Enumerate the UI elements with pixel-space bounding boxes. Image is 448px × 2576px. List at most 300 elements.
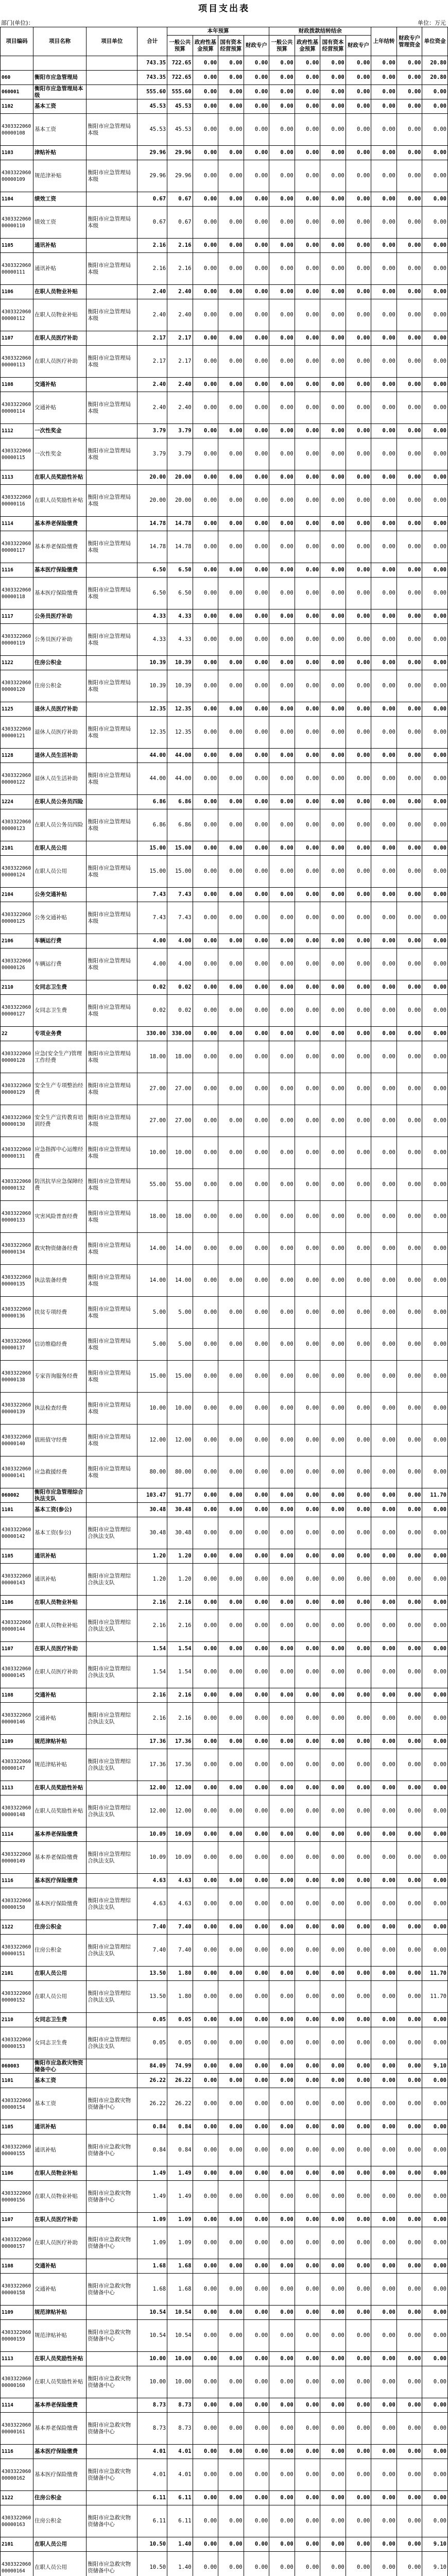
cell-carry-fund: 0.00 <box>295 1642 320 1656</box>
cell-name: 在职人员奖励性补贴 <box>33 485 86 517</box>
cell-unit <box>87 517 137 531</box>
cell-name: 专家咨询服务经费 <box>33 1361 86 1393</box>
cell-general-budget: 1.54 <box>167 1642 193 1656</box>
cell-carry-state: 0.00 <box>320 85 346 99</box>
cell-special-account: 0.00 <box>244 1967 269 1981</box>
cell-unit-fund: 0.00 <box>422 1393 448 1425</box>
cell-general-budget: 45.53 <box>167 99 193 114</box>
table-row <box>1 856 448 888</box>
cell-name: 基本医疗保险缴费 <box>33 1888 86 1920</box>
cell-unit-fund: 0.00 <box>422 485 448 517</box>
cell-carry-general: 0.00 <box>269 656 295 670</box>
cell-unit: 衡阳市应急管理局本级 <box>87 948 137 980</box>
cell-state-capital: 0.00 <box>218 392 244 424</box>
cell-carry-state: 0.00 <box>320 531 346 563</box>
table-row <box>1 1488 448 1503</box>
cell-code: 1116 <box>1 563 33 578</box>
cell-carry-special: 0.00 <box>346 253 371 285</box>
cell-carry-special: 0.00 <box>346 1201 371 1233</box>
cell-total: 1.68 <box>137 2259 167 2274</box>
cell-carry-fund: 0.00 <box>295 2134 320 2166</box>
cell-general-budget: 0.84 <box>167 2134 193 2166</box>
cell-special-fund: 0.00 <box>397 2074 422 2088</box>
cell-code: 430332206000000126 <box>1 948 33 980</box>
cell-total: 6.86 <box>137 795 167 809</box>
cell-total: 44.00 <box>137 763 167 795</box>
cell-special-account: 0.00 <box>244 253 269 285</box>
cell-last-year: 0.00 <box>371 2352 397 2366</box>
cell-unit <box>87 2166 137 2181</box>
cell-state-capital: 0.00 <box>218 1517 244 1549</box>
cell-state-capital: 0.00 <box>218 1703 244 1735</box>
cell-name: 住房公积金 <box>33 656 86 670</box>
cell-carry-fund: 0.00 <box>295 1169 320 1201</box>
cell-name: 基本工资 <box>33 2074 86 2088</box>
cell-special-fund: 0.00 <box>397 2320 422 2352</box>
table-header <box>1 27 448 56</box>
cell-last-year: 0.00 <box>371 1517 397 1549</box>
cell-code: 430332206000000129 <box>1 1073 33 1105</box>
cell-special-account: 0.00 <box>244 1169 269 1201</box>
cell-unit-fund: 0.00 <box>422 392 448 424</box>
cell-fund-budget: 0.00 <box>193 1233 218 1265</box>
table-row <box>1 1981 448 2013</box>
cell-general-budget: 45.53 <box>167 114 193 146</box>
cell-code: 1113 <box>1 470 33 485</box>
cell-carry-state: 0.00 <box>320 1564 346 1596</box>
cell-total: 6.11 <box>137 2505 167 2537</box>
cell-carry-fund: 0.00 <box>295 424 320 438</box>
cell-carry-fund: 0.00 <box>295 2366 320 2398</box>
cell-general-budget: 15.00 <box>167 1361 193 1393</box>
cell-carry-special: 0.00 <box>346 2074 371 2088</box>
cell-unit: 衡阳市应急管理局本级 <box>87 1425 137 1456</box>
cell-carry-general: 0.00 <box>269 2059 295 2074</box>
cell-unit <box>87 2445 137 2459</box>
cell-carry-special: 0.00 <box>346 2352 371 2366</box>
cell-code: 430332206000000152 <box>1 1981 33 2013</box>
cell-unit-fund: 0.00 <box>422 1874 448 1888</box>
cell-special-account: 0.00 <box>244 934 269 948</box>
cell-carry-state: 0.00 <box>320 995 346 1027</box>
cell-carry-general: 0.00 <box>269 2552 295 2576</box>
cell-special-fund: 0.00 <box>397 2306 422 2320</box>
cell-carry-state: 0.00 <box>320 1073 346 1105</box>
cell-general-budget: 2.17 <box>167 346 193 378</box>
cell-carry-general: 0.00 <box>269 1827 295 1842</box>
cell-state-capital: 0.00 <box>218 578 244 609</box>
cell-name: 规范津贴补贴 <box>33 2320 86 2352</box>
cell-carry-special: 0.00 <box>346 485 371 517</box>
cell-total: 4.00 <box>137 948 167 980</box>
cell-name: 救灾物资储备经费 <box>33 1233 86 1265</box>
cell-state-capital: 0.00 <box>218 2320 244 2352</box>
cell-carry-state: 0.00 <box>320 438 346 470</box>
cell-carry-state: 0.00 <box>320 1596 346 1610</box>
cell-total: 6.86 <box>137 809 167 841</box>
cell-carry-special: 0.00 <box>346 2398 371 2413</box>
cell-code: 430332206000000164 <box>1 2552 33 2576</box>
cell-special-fund: 0.00 <box>397 888 422 902</box>
cell-code: 060 <box>1 71 33 85</box>
cell-carry-state: 0.00 <box>320 934 346 948</box>
cell-unit-fund: 0.00 <box>422 1888 448 1920</box>
cell-state-capital: 0.00 <box>218 438 244 470</box>
cell-general-budget: 4.00 <box>167 934 193 948</box>
cell-unit <box>87 2120 137 2134</box>
cell-carry-general: 0.00 <box>269 1393 295 1425</box>
cell-carry-state: 0.00 <box>320 2213 346 2227</box>
cell-state-capital: 0.00 <box>218 702 244 717</box>
cell-carry-special: 0.00 <box>346 192 371 207</box>
cell-special-fund: 0.00 <box>397 1041 422 1073</box>
cell-code: 430332206000000158 <box>1 2274 33 2306</box>
cell-unit: 衡阳市应急管理局本级 <box>87 207 137 239</box>
cell-carry-special: 0.00 <box>346 856 371 888</box>
cell-unit <box>87 192 137 207</box>
cell-total: 10.50 <box>137 2537 167 2552</box>
table-row <box>1 2491 448 2505</box>
cell-general-budget: 12.00 <box>167 1781 193 1795</box>
cell-name: 在职人员公用 <box>33 2537 86 2552</box>
cell-carry-state: 0.00 <box>320 763 346 795</box>
cell-last-year: 0.00 <box>371 2134 397 2166</box>
cell-fund-budget: 0.00 <box>193 1073 218 1105</box>
cell-general-budget: 14.78 <box>167 531 193 563</box>
cell-special-fund: 0.00 <box>397 1456 422 1488</box>
cell-code: 1105 <box>1 239 33 253</box>
cell-total: 84.09 <box>137 2059 167 2074</box>
cell-carry-special: 0.00 <box>346 1073 371 1105</box>
cell-unit-fund: 0.00 <box>422 253 448 285</box>
cell-general-budget: 10.00 <box>167 1393 193 1425</box>
cell-unit: 衡阳市应急管理局本级 <box>87 856 137 888</box>
cell-last-year: 0.00 <box>371 253 397 285</box>
cell-last-year: 0.00 <box>371 763 397 795</box>
cell-state-capital: 0.00 <box>218 1781 244 1795</box>
cell-code: 1109 <box>1 1735 33 1749</box>
cell-special-fund: 0.00 <box>397 702 422 717</box>
cell-carry-fund: 0.00 <box>295 2227 320 2259</box>
cell-total: 30.48 <box>137 1503 167 1517</box>
cell-carry-state: 0.00 <box>320 2166 346 2181</box>
cell-special-account: 0.00 <box>244 424 269 438</box>
cell-state-capital: 0.00 <box>218 2274 244 2306</box>
header-cell: 项目名称 <box>33 27 86 56</box>
table-row <box>1 160 448 192</box>
cell-general-budget: 6.86 <box>167 809 193 841</box>
cell-unit-fund: 0.00 <box>422 2074 448 2088</box>
cell-last-year: 0.00 <box>371 378 397 392</box>
cell-carry-special: 0.00 <box>346 1105 371 1137</box>
cell-fund-budget: 0.00 <box>193 1874 218 1888</box>
cell-total: 3.79 <box>137 438 167 470</box>
cell-total: 0.84 <box>137 2120 167 2134</box>
cell-fund-budget: 0.00 <box>193 888 218 902</box>
cell-carry-special: 0.00 <box>346 1169 371 1201</box>
cell-carry-special: 0.00 <box>346 1425 371 1456</box>
cell-carry-general: 0.00 <box>269 856 295 888</box>
cell-state-capital: 0.00 <box>218 56 244 71</box>
cell-carry-special: 0.00 <box>346 670 371 702</box>
cell-general-budget: 555.60 <box>167 85 193 99</box>
cell-unit: 衡阳市应急管理局本级 <box>87 299 137 331</box>
cell-special-account: 0.00 <box>244 1874 269 1888</box>
cell-carry-general: 0.00 <box>269 1781 295 1795</box>
cell-special-account: 0.00 <box>244 1827 269 1842</box>
cell-unit-fund: 0.00 <box>422 192 448 207</box>
cell-general-budget: 14.78 <box>167 517 193 531</box>
cell-special-account: 0.00 <box>244 2259 269 2274</box>
cell-last-year: 0.00 <box>371 160 397 192</box>
cell-unit: 衡阳市应急管理综合执法支队 <box>87 1610 137 1642</box>
cell-name: 交通补贴 <box>33 378 86 392</box>
cell-total: 55.00 <box>137 1169 167 1201</box>
cell-carry-fund: 0.00 <box>295 2074 320 2088</box>
cell-carry-fund: 0.00 <box>295 207 320 239</box>
cell-special-account: 0.00 <box>244 2306 269 2320</box>
cell-carry-general: 0.00 <box>269 1265 295 1297</box>
cell-last-year: 0.00 <box>371 1967 397 1981</box>
cell-general-budget: 7.40 <box>167 1920 193 1935</box>
cell-special-account: 0.00 <box>244 1935 269 1967</box>
cell-general-budget: 1.54 <box>167 1656 193 1688</box>
cell-general-budget: 722.65 <box>167 71 193 85</box>
cell-last-year: 0.00 <box>371 2088 397 2120</box>
cell-special-account: 0.00 <box>244 1265 269 1297</box>
cell-code: 1116 <box>1 2445 33 2459</box>
cell-name: 基本工资 <box>33 2088 86 2120</box>
cell-carry-general: 0.00 <box>269 888 295 902</box>
cell-special-fund: 0.00 <box>397 2027 422 2059</box>
cell-general-budget: 18.00 <box>167 1041 193 1073</box>
cell-carry-fund: 0.00 <box>295 392 320 424</box>
cell-carry-fund: 0.00 <box>295 2459 320 2491</box>
cell-code: 430332206000000132 <box>1 1169 33 1201</box>
cell-carry-special: 0.00 <box>346 2059 371 2074</box>
cell-state-capital: 0.00 <box>218 2166 244 2181</box>
cell-last-year: 0.00 <box>371 670 397 702</box>
cell-last-year: 0.00 <box>371 902 397 934</box>
cell-code: 430332206000000125 <box>1 902 33 934</box>
cell-total: 6.50 <box>137 578 167 609</box>
cell-last-year: 0.00 <box>371 239 397 253</box>
cell-fund-budget: 0.00 <box>193 438 218 470</box>
cell-last-year: 0.00 <box>371 995 397 1027</box>
cell-last-year: 0.00 <box>371 1169 397 1201</box>
table-row <box>1 531 448 563</box>
cell-fund-budget: 0.00 <box>193 424 218 438</box>
cell-carry-special: 0.00 <box>346 1393 371 1425</box>
cell-state-capital: 0.00 <box>218 2537 244 2552</box>
cell-unit <box>87 702 137 717</box>
cell-carry-fund: 0.00 <box>295 1688 320 1703</box>
cell-unit-fund: 0.00 <box>422 934 448 948</box>
cell-special-account: 0.00 <box>244 2166 269 2181</box>
cell-unit <box>87 470 137 485</box>
cell-unit-fund: 0.00 <box>422 285 448 299</box>
cell-unit <box>87 1781 137 1795</box>
cell-last-year: 0.00 <box>371 1703 397 1735</box>
cell-unit-fund: 0.00 <box>422 470 448 485</box>
cell-general-budget: 8.73 <box>167 2413 193 2445</box>
cell-state-capital: 0.00 <box>218 160 244 192</box>
cell-carry-special: 0.00 <box>346 378 371 392</box>
table-row <box>1 470 448 485</box>
cell-carry-special: 0.00 <box>346 2227 371 2259</box>
cell-special-fund: 0.00 <box>397 2413 422 2445</box>
cell-code: 430332206000000108 <box>1 114 33 146</box>
cell-unit: 衡阳市应急管理局本级 <box>87 114 137 146</box>
cell-last-year: 0.00 <box>371 1596 397 1610</box>
cell-total: 0.05 <box>137 2027 167 2059</box>
cell-carry-special: 0.00 <box>346 902 371 934</box>
cell-carry-special: 0.00 <box>346 1688 371 1703</box>
cell-total: 10.54 <box>137 2306 167 2320</box>
cell-fund-budget: 0.00 <box>193 980 218 995</box>
cell-unit <box>87 239 137 253</box>
cell-code: 1112 <box>1 424 33 438</box>
cell-fund-budget: 0.00 <box>193 2366 218 2398</box>
cell-total: 1.09 <box>137 2227 167 2259</box>
cell-carry-state: 0.00 <box>320 239 346 253</box>
cell-special-fund: 0.00 <box>397 1265 422 1297</box>
header-group: 本年预算 <box>167 27 269 36</box>
cell-unit: 衡阳市应急管理综合执法支队 <box>87 1795 137 1827</box>
cell-general-budget: 17.36 <box>167 1735 193 1749</box>
cell-total: 1.20 <box>137 1564 167 1596</box>
cell-state-capital: 0.00 <box>218 2491 244 2505</box>
cell-code: 430332206000000119 <box>1 624 33 656</box>
cell-carry-fund: 0.00 <box>295 1781 320 1795</box>
cell-state-capital: 0.00 <box>218 2505 244 2537</box>
cell-carry-general: 0.00 <box>269 2352 295 2366</box>
cell-unit <box>87 934 137 948</box>
table-row <box>1 624 448 656</box>
cell-unit: 衡阳市应急救灾物资储备中心 <box>87 2088 137 2120</box>
cell-total: 10.00 <box>137 2366 167 2398</box>
cell-total: 12.35 <box>137 717 167 749</box>
cell-fund-budget: 0.00 <box>193 2074 218 2088</box>
cell-carry-state: 0.00 <box>320 1888 346 1920</box>
cell-unit-fund: 0.00 <box>422 656 448 670</box>
cell-carry-general: 0.00 <box>269 2413 295 2445</box>
cell-general-budget: 18.00 <box>167 1201 193 1233</box>
cell-unit-fund: 0.00 <box>422 146 448 160</box>
cell-carry-special: 0.00 <box>346 2505 371 2537</box>
cell-carry-special: 0.00 <box>346 146 371 160</box>
cell-carry-general: 0.00 <box>269 2088 295 2120</box>
cell-special-account: 0.00 <box>244 2505 269 2537</box>
cell-total: 1.20 <box>137 1549 167 1564</box>
table-row <box>1 146 448 160</box>
cell-carry-state: 0.00 <box>320 624 346 656</box>
cell-carry-fund: 0.00 <box>295 2491 320 2505</box>
cell-special-fund: 0.00 <box>397 980 422 995</box>
cell-unit-fund: 0.00 <box>422 1596 448 1610</box>
cell-state-capital: 0.00 <box>218 1488 244 1503</box>
cell-carry-special: 0.00 <box>346 1735 371 1749</box>
cell-code: 430332206000000146 <box>1 1703 33 1735</box>
cell-carry-fund: 0.00 <box>295 948 320 980</box>
cell-special-fund: 0.00 <box>397 670 422 702</box>
cell-state-capital: 0.00 <box>218 331 244 346</box>
cell-special-account: 0.00 <box>244 2366 269 2398</box>
cell-unit-fund: 0.00 <box>422 763 448 795</box>
cell-special-fund: 0.00 <box>397 1981 422 2013</box>
cell-code: 1104 <box>1 192 33 207</box>
cell-special-account: 0.00 <box>244 656 269 670</box>
cell-special-account: 0.00 <box>244 2398 269 2413</box>
cell-carry-general: 0.00 <box>269 1795 295 1827</box>
cell-name: 交通补贴 <box>33 2274 86 2306</box>
cell-carry-general: 0.00 <box>269 1967 295 1981</box>
cell-unit-fund: 0.00 <box>422 2491 448 2505</box>
cell-unit: 衡阳市应急救灾物资储备中心 <box>87 2413 137 2445</box>
cell-special-fund: 0.00 <box>397 995 422 1027</box>
table-row <box>1 2074 448 2088</box>
cell-name: 基本医疗保险缴费 <box>33 563 86 578</box>
cell-carry-general: 0.00 <box>269 609 295 624</box>
cell-carry-fund: 0.00 <box>295 470 320 485</box>
table-row <box>1 517 448 531</box>
cell-total: 30.48 <box>137 1517 167 1549</box>
cell-code: 430332206000000144 <box>1 1610 33 1642</box>
cell-carry-state: 0.00 <box>320 517 346 531</box>
cell-carry-general: 0.00 <box>269 2027 295 2059</box>
cell-state-capital: 0.00 <box>218 1265 244 1297</box>
cell-general-budget: 27.00 <box>167 1073 193 1105</box>
table-row <box>1 934 448 948</box>
cell-carry-general: 0.00 <box>269 1610 295 1642</box>
cell-fund-budget: 0.00 <box>193 1137 218 1169</box>
cell-last-year: 0.00 <box>371 702 397 717</box>
cell-carry-fund: 0.00 <box>295 1517 320 1549</box>
cell-name: 信访维稳经费 <box>33 1329 86 1361</box>
cell-total: 18.00 <box>137 1201 167 1233</box>
cell-last-year: 0.00 <box>371 841 397 856</box>
cell-fund-budget: 0.00 <box>193 239 218 253</box>
cell-special-account: 0.00 <box>244 2320 269 2352</box>
cell-carry-special: 0.00 <box>346 1981 371 2013</box>
cell-special-fund: 0.00 <box>397 2274 422 2306</box>
cell-unit <box>87 2352 137 2366</box>
cell-carry-fund: 0.00 <box>295 656 320 670</box>
cell-total: 12.00 <box>137 1795 167 1827</box>
cell-special-fund: 0.00 <box>397 1137 422 1169</box>
cell-carry-special: 0.00 <box>346 2013 371 2027</box>
cell-carry-general: 0.00 <box>269 378 295 392</box>
table-row <box>1 2088 448 2120</box>
cell-special-fund: 0.00 <box>397 1329 422 1361</box>
cell-unit-fund: 0.00 <box>422 717 448 749</box>
cell-fund-budget: 0.00 <box>193 1795 218 1827</box>
cell-fund-budget: 0.00 <box>193 2398 218 2413</box>
cell-general-budget: 4.01 <box>167 2459 193 2491</box>
cell-special-fund: 0.00 <box>397 2181 422 2213</box>
table-row <box>1 56 448 71</box>
cell-carry-state: 0.00 <box>320 2088 346 2120</box>
cell-special-fund: 0.00 <box>397 1735 422 1749</box>
cell-total: 4.63 <box>137 1888 167 1920</box>
cell-unit: 衡阳市应急管理局本级 <box>87 809 137 841</box>
table-row <box>1 1027 448 1041</box>
table-row <box>1 71 448 85</box>
cell-state-capital: 0.00 <box>218 2459 244 2491</box>
cell-special-fund: 0.00 <box>397 346 422 378</box>
cell-last-year: 0.00 <box>371 392 397 424</box>
cell-carry-special: 0.00 <box>346 1041 371 1073</box>
